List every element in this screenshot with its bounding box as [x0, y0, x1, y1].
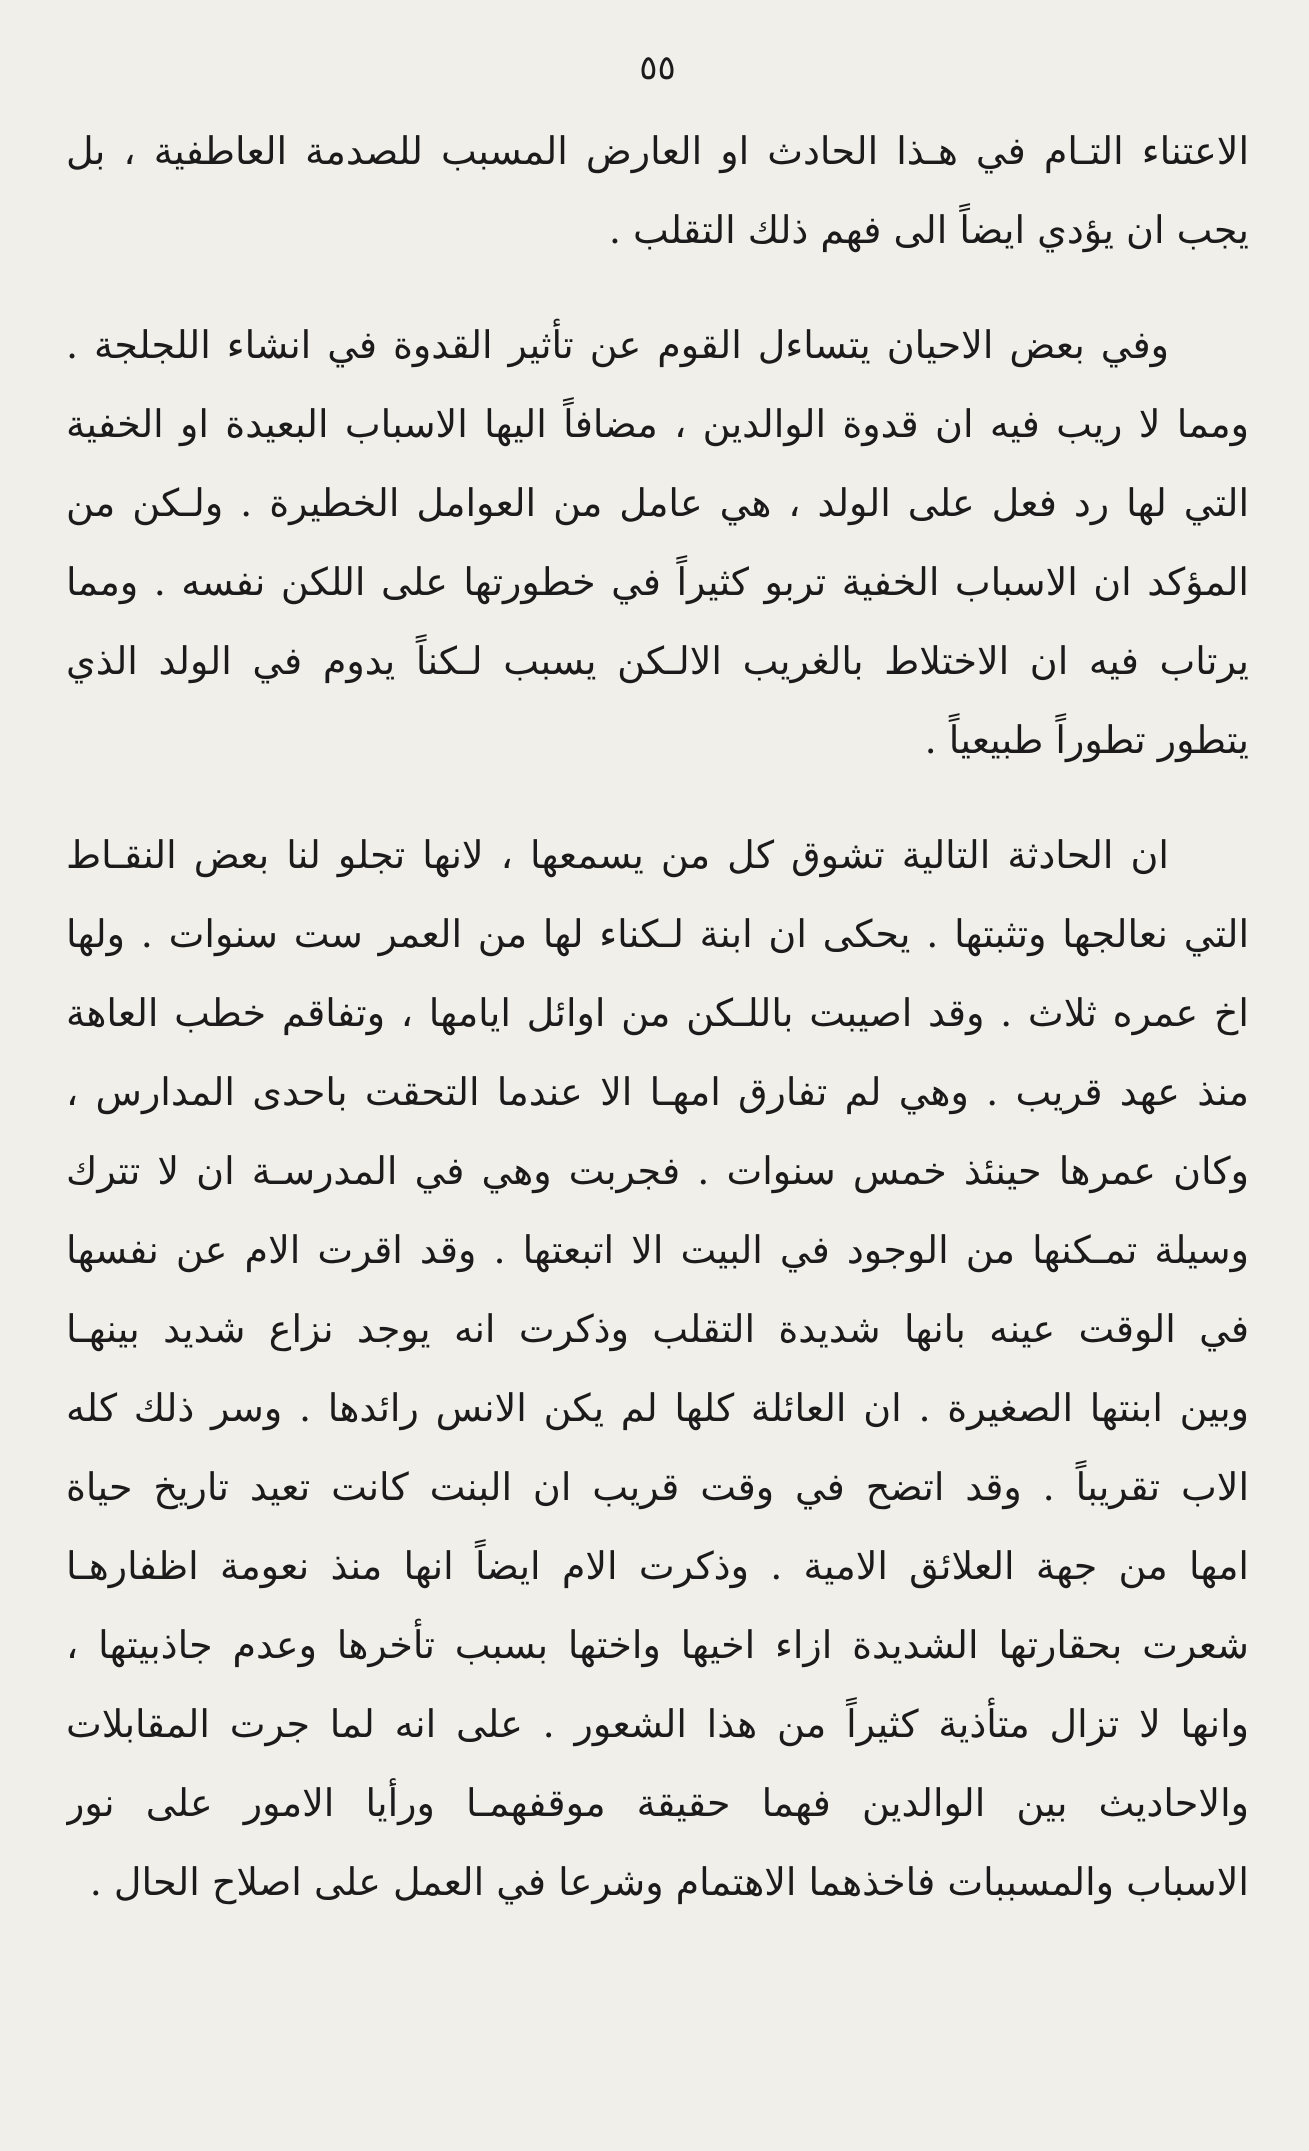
text-line: وفي بعض الاحيان يتساءل القوم عن تأثير القدوة في انشاء اللجلجة .	[66, 323, 1169, 367]
text-line: التي نعالجها وتثبتها . يحكى ان ابنة لـكناء لها من العمر ست سنوات . ولها	[66, 912, 1249, 956]
text-line: شعرت بحقارتها الشديدة ازاء اخيها واختها بسبب تأخرها وعدم جاذبيتها ،	[66, 1623, 1249, 1667]
text-line: المؤكد ان الاسباب الخفية تربو كثيراً في خطورتها على اللكن نفسه . ومما	[66, 560, 1249, 604]
text-line: منذ عهد قريب . وهي لم تفارق امهـا الا عندما التحقت باحدى المدارس ،	[66, 1070, 1249, 1114]
text-line: امها من جهة العلائق الامية . وذكرت الام ايضاً انها منذ نعومة اظفارهـا	[66, 1544, 1249, 1588]
text-line: والاحاديث بين الوالدين فهما حقيقة موقفهمـا ورأيا الامور على نور	[66, 1781, 1249, 1825]
page-number: ٥٥	[639, 48, 676, 88]
text-line: يتطور تطوراً طبيعياً .	[924, 718, 1249, 762]
text-line: ان الحادثة التالية تشوق كل من يسمعها ، لانها تجلو لنا بعض النقـاط	[66, 833, 1169, 877]
text-line: التي لها رد فعل على الولد ، هي عامل من العوامل الخطيرة . ولـكن من	[66, 481, 1249, 525]
text-line: الاب تقريباً . وقد اتضح في وقت قريب ان البنت كانت تعيد تاريخ حياة	[66, 1465, 1249, 1509]
text-line: اخ عمره ثلاث . وقد اصيبت باللـكن من اوائل ايامها ، وتفاقم خطب العاهة	[66, 991, 1249, 1035]
text-line: يرتاب فيه ان الاختلاط بالغريب الالـكن يسبب لـكناً يدوم في الولد الذي	[66, 639, 1249, 683]
paragraph-1	[66, 112, 1249, 270]
paragraph-3	[66, 816, 1249, 1922]
text-line: وكان عمرها حينئذ خمس سنوات . فجربت وهي في المدرسـة ان لا تترك	[66, 1149, 1249, 1193]
text-line: ومما لا ريب فيه ان قدوة الوالدين ، مضافاً اليها الاسباب البعيدة او الخفية	[66, 402, 1249, 446]
text-line: وانها لا تزال متأذية كثيراً من هذا الشعور . على انه لما جرت المقابلات	[66, 1702, 1249, 1746]
text-line: الاسباب والمسببات فاخذهما الاهتمام وشرعا في العمل على اصلاح الحال .	[89, 1860, 1249, 1904]
paragraph-2	[66, 306, 1249, 780]
text-line: الاعتناء التـام في هـذا الحادث او العارض المسبب للصدمة العاطفية ، بل	[66, 129, 1249, 173]
text-line: وسيلة تمـكنها من الوجود في البيت الا اتبعتها . وقد اقرت الام عن نفسها	[66, 1228, 1249, 1272]
text-line: في الوقت عينه بانها شديدة التقلب وذكرت انه يوجد نزاع شديد بينهـا	[66, 1307, 1249, 1351]
text-line: يجب ان يؤدي ايضاً الى فهم ذلك التقلب .	[608, 208, 1249, 252]
text-line: وبين ابنتها الصغيرة . ان العائلة كلها لم يكن الانس رائدها . وسر ذلك كله	[66, 1386, 1249, 1430]
